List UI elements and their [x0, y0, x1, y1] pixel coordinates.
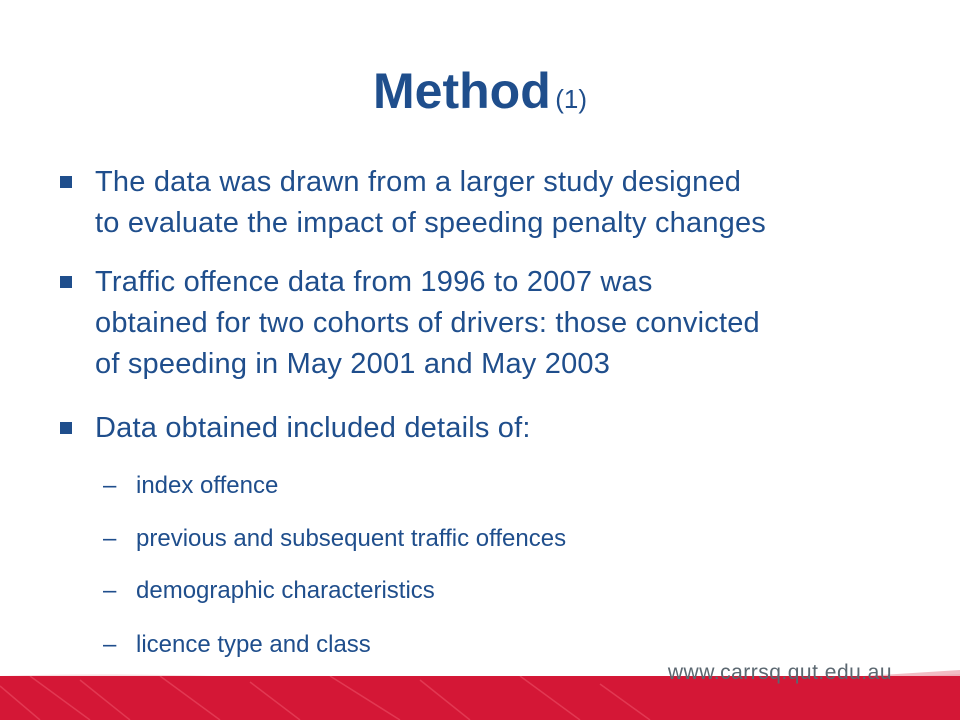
bullet-2-line-1: Traffic offence data from 1996 to 2007 was	[95, 266, 653, 298]
bullet-3-line-1: Data obtained included details of:	[95, 412, 531, 444]
bullet-2-line-3: of speeding in May 2001 and May 2003	[95, 348, 611, 380]
title-main: Method	[373, 63, 551, 119]
bullet-1-text	[95, 162, 955, 244]
sub-bullet-2-text: previous and subsequent traffic offences	[136, 525, 567, 552]
sub-bullet-1	[103, 471, 903, 501]
slide-title	[0, 62, 960, 120]
sub-bullet-3	[103, 576, 903, 606]
bullet-2-line-2: obtained for two cohorts of drivers: those convicted	[95, 307, 760, 339]
bullet-3-text	[95, 408, 955, 449]
footer-url: www.carrsq.qut.edu.au	[667, 661, 892, 684]
sub-bullet-4-text: licence type and class	[136, 631, 371, 658]
bullet-1-line-1: The data was drawn from a larger study designed	[95, 166, 742, 198]
square-bullet-icon	[60, 422, 72, 434]
square-bullet-icon	[60, 276, 72, 288]
sub-bullet-2	[103, 524, 903, 554]
sub-bullet-3-text: demographic characteristics	[136, 577, 435, 604]
square-bullet-icon	[60, 176, 72, 188]
dash-icon: –	[103, 472, 117, 499]
title-sub: (1)	[555, 84, 587, 114]
dash-icon: –	[103, 577, 117, 604]
bullet-2-text	[95, 262, 955, 385]
dash-icon: –	[103, 525, 117, 552]
dash-icon: –	[103, 631, 117, 658]
sub-bullet-1-text: index offence	[136, 472, 279, 499]
bullet-1-line-2: to evaluate the impact of speeding penalty changes	[95, 207, 767, 239]
